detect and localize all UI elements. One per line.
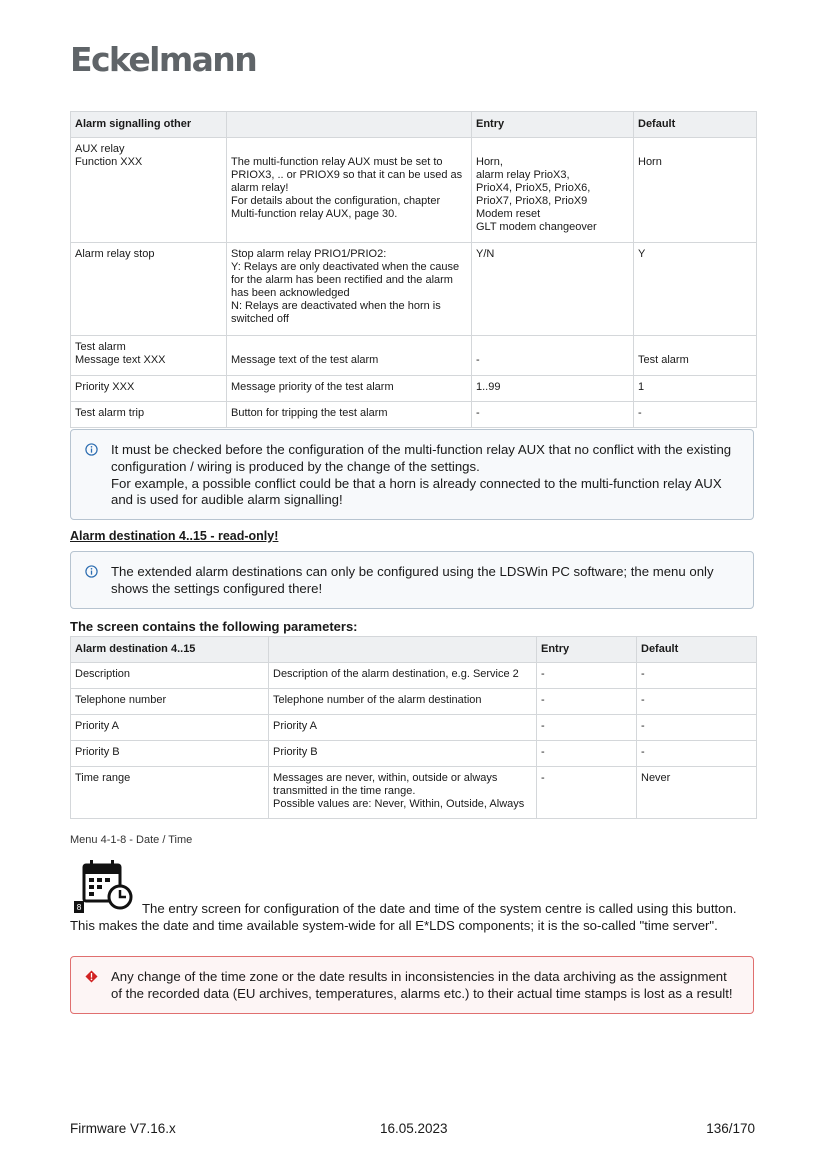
table-cell: Priority XXX — [71, 376, 227, 402]
table-row — [71, 715, 757, 741]
table-cell: Description of the alarm destination, e.g. Service 2 — [269, 663, 537, 689]
table-row — [71, 336, 757, 376]
table-cell: AUX relay Function XXX — [71, 138, 227, 243]
table-cell: - — [637, 741, 757, 767]
table-row — [71, 243, 757, 336]
table-cell: - — [537, 767, 637, 819]
column-header: Entry — [472, 112, 634, 138]
table-cell: - — [472, 336, 634, 376]
column-header — [227, 112, 472, 138]
table-cell: Test alarm Message text XXX — [71, 336, 227, 376]
column-header: Alarm signalling other — [71, 112, 227, 138]
table-row — [71, 663, 757, 689]
info-icon — [85, 443, 98, 456]
info-text: It must be checked before the configuration of the multi-function relay AUX that no conflict with the existing configuration / wiring is produced by the change of the settings. For example, a possible conflict could be that a horn is already connected to the multi-function relay AUX and is used for audible alarm signalling! — [111, 442, 732, 508]
menu-title: Menu 4-1-8 - Date / Time — [70, 834, 193, 846]
table-cell: Messages are never, within, outside or always transmitted in the time range. Possible values are: Never, Within, Outside, Always — [269, 767, 537, 819]
column-header: Alarm destination 4..15 — [71, 637, 269, 663]
table-cell: Description — [71, 663, 269, 689]
column-header: Default — [637, 637, 757, 663]
table-cell: - — [472, 402, 634, 428]
info-text: The extended alarm destinations can only be configured using the LDSWin PC software; the menu only shows the settings configured there! — [111, 564, 714, 596]
menu-description: The entry screen for configuration of the date and time of the system centre is called using this button. This makes the date and time available system-wide for all E*LDS components; it is the so-called "time server". — [70, 901, 737, 933]
table-cell: 1..99 — [472, 376, 634, 402]
table-row — [71, 689, 757, 715]
table-cell: The multi-function relay AUX must be set to PRIOX3, .. or PRIOX9 so that it can be used as alarm relay! For details about the configuration, chapter Multi-function relay AUX, page 30. — [227, 138, 472, 243]
table-row — [71, 138, 757, 243]
alarm-signalling-table — [70, 111, 757, 428]
table-cell: Y/N — [472, 243, 634, 336]
table-row — [71, 376, 757, 402]
table-cell: Time range — [71, 767, 269, 819]
info-icon — [85, 565, 98, 578]
table-cell: Priority A — [269, 715, 537, 741]
table-cell: Priority B — [71, 741, 269, 767]
table-cell: Priority B — [269, 741, 537, 767]
table-cell: Message text of the test alarm — [227, 336, 472, 376]
table-cell: Test alarm trip — [71, 402, 227, 428]
table-cell: Priority A — [71, 715, 269, 741]
column-header: Default — [634, 112, 757, 138]
warning-callout — [70, 956, 754, 1014]
table-cell: Message priority of the test alarm — [227, 376, 472, 402]
table-header-row — [71, 637, 757, 663]
button-badge: 8 — [76, 903, 82, 912]
table-cell: - — [637, 689, 757, 715]
table-cell: Never — [637, 767, 757, 819]
table-cell: - — [637, 715, 757, 741]
table-cell: Horn — [634, 138, 757, 243]
table-cell: Telephone number of the alarm destination — [269, 689, 537, 715]
table-cell: - — [637, 663, 757, 689]
section-heading: Alarm destination 4..15 - read-only! — [70, 529, 279, 543]
table-cell: - — [537, 741, 637, 767]
table-cell: Horn, alarm relay PrioX3, PrioX4, PrioX5, PrioX6, PrioX7, PrioX8, PrioX9 Modem reset GLT modem changeover — [472, 138, 634, 243]
table-cell: - — [537, 689, 637, 715]
table-cell: Y — [634, 243, 757, 336]
table-cell: Button for tripping the test alarm — [227, 402, 472, 428]
footer-page-number: 136/170 — [706, 1121, 755, 1136]
table-cell: Test alarm — [634, 336, 757, 376]
alarm-destination-table — [70, 636, 757, 819]
params-heading: The screen contains the following parameters: — [70, 619, 358, 634]
footer-date: 16.05.2023 — [380, 1121, 448, 1136]
table-cell: Alarm relay stop — [71, 243, 227, 336]
table-row — [71, 402, 757, 428]
table-cell: Stop alarm relay PRIO1/PRIO2: Y: Relays are only deactivated when the cause for the alarm has been rectified and the alarm has been acknowledged N: Relays are deactivated when the horn is switched off — [227, 243, 472, 336]
table-header-row — [71, 112, 757, 138]
table-row — [71, 741, 757, 767]
table-cell: 1 — [634, 376, 757, 402]
company-logo: Eckelmann — [70, 40, 257, 79]
table-cell: - — [537, 663, 637, 689]
warning-text: Any change of the time zone or the date results in inconsistencies in the data archiving as the assignment of the recorded data (EU archives, temperatures, alarms etc.) to their actual time stamps is lost as a result! — [111, 969, 733, 1001]
table-cell: - — [634, 402, 757, 428]
table-cell: Telephone number — [71, 689, 269, 715]
column-header — [269, 637, 537, 663]
table-row — [71, 767, 757, 819]
info-callout-readonly — [70, 551, 754, 609]
info-callout — [70, 429, 754, 520]
table-cell: - — [537, 715, 637, 741]
warning-icon — [85, 970, 98, 983]
footer-firmware: Firmware V7.16.x — [70, 1121, 176, 1136]
column-header: Entry — [537, 637, 637, 663]
